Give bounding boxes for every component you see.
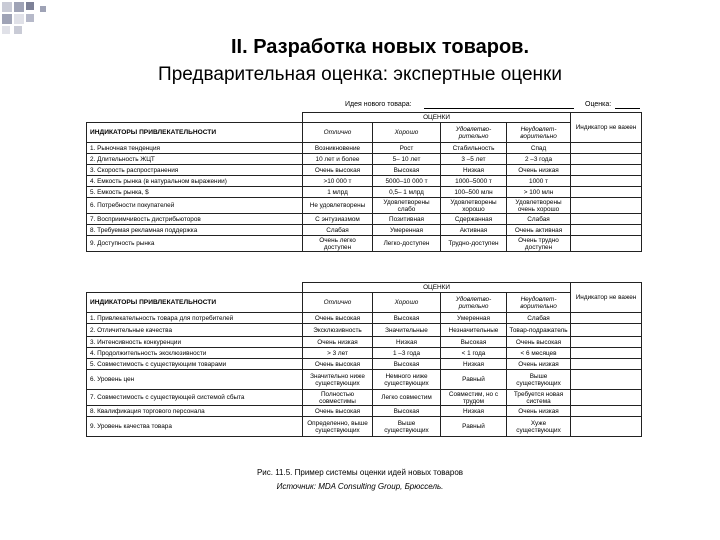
score-cell: 1 –3 года: [373, 348, 441, 359]
figure-caption: Рис. 11.5. Пример системы оценки идей новых товаров: [256, 468, 464, 477]
score-cell: 5000–10 000 т: [373, 176, 441, 187]
indicator-label: 9. Уровень качества товара: [87, 417, 303, 437]
table-row: [87, 337, 642, 348]
not-important-cell: [571, 359, 642, 370]
not-important-cell: [571, 214, 642, 225]
score-cell: Слабая: [507, 313, 571, 324]
table-row: [87, 313, 642, 324]
not-important-cell: [571, 390, 642, 406]
table-row: [87, 176, 642, 187]
score-cell: Равный: [441, 417, 507, 437]
score-cell: Позитивная: [373, 214, 441, 225]
table-row: [87, 324, 642, 337]
col-good: Хорошо: [373, 293, 441, 313]
score-cell: Очень высокая: [303, 406, 373, 417]
score-cell: 10 лет и более: [303, 154, 373, 165]
not-important-cell: [571, 337, 642, 348]
indicator-label: 2. Длительность ЖЦТ: [87, 154, 303, 165]
table-row: [87, 154, 642, 165]
indicator-label: 9. Доступность рынка: [87, 236, 303, 252]
not-important-cell: [571, 154, 642, 165]
score-cell: Определенно, выше существующих: [303, 417, 373, 437]
indicator-label: 5. Емкость рынка, $: [87, 187, 303, 198]
score-cell: Очень низкая: [507, 359, 571, 370]
indicator-label: 8. Требуемая рекламная поддержка: [87, 225, 303, 236]
indicator-label: 7. Восприимчивость дистрибьюторов: [87, 214, 303, 225]
table-row: [87, 236, 642, 252]
table-row: [87, 348, 642, 359]
score-cell: 3 –5 лет: [441, 154, 507, 165]
not-important-cell: [571, 143, 642, 154]
score-cell: Низкая: [441, 406, 507, 417]
indicator-label: 1. Рыночная тенденция: [87, 143, 303, 154]
score-cell: Стабильность: [441, 143, 507, 154]
score-cell: Низкая: [373, 337, 441, 348]
score-cell: < 1 года: [441, 348, 507, 359]
table-row: [87, 165, 642, 176]
slide-subtitle: Предварительная оценка: экспертные оценки: [158, 64, 562, 85]
indicator-label: 7. Совместимость с существующей системой сбыта: [87, 390, 303, 406]
score-cell: Значительные: [373, 324, 441, 337]
score-cell: Очень низкая: [507, 406, 571, 417]
score-cell: Очень низкая: [303, 337, 373, 348]
scores-group-header: ОЦЕНКИ: [303, 283, 571, 293]
indicator-label: 8. Квалификация торгового персонала: [87, 406, 303, 417]
score-cell: Высокая: [373, 165, 441, 176]
table-row: [87, 417, 642, 437]
col-satisfactory: Удовлетво-рительно: [441, 123, 507, 143]
not-important-cell: [571, 370, 642, 390]
not-important-cell: [571, 165, 642, 176]
indicators-header: ИНДИКАТОРЫ ПРИВЛЕКАТЕЛЬНОСТИ: [87, 123, 303, 143]
score-cell: 1000 т: [507, 176, 571, 187]
score-cell: Выше существующих: [373, 417, 441, 437]
score-cell: Низкая: [441, 359, 507, 370]
indicators-header: ИНДИКАТОРЫ ПРИВЛЕКАТЕЛЬНОСТИ: [87, 293, 303, 313]
score-cell: С энтузиазмом: [303, 214, 373, 225]
score-cell: Слабая: [303, 225, 373, 236]
score-cell: < 6 месяцев: [507, 348, 571, 359]
score-cell: Легко-доступен: [373, 236, 441, 252]
score-cell: Высокая: [441, 337, 507, 348]
attractiveness-table-product: [86, 282, 642, 437]
score-cell: Очень трудно доступен: [507, 236, 571, 252]
scores-group-header: ОЦЕНКИ: [303, 113, 571, 123]
score-cell: Очень легко доступен: [303, 236, 373, 252]
col-satisfactory: Удовлетво-рительно: [441, 293, 507, 313]
score-cell: 5– 10 лет: [373, 154, 441, 165]
attractiveness-table-market: [86, 112, 642, 252]
not-important-cell: [571, 348, 642, 359]
score-label: Оценка:: [585, 101, 612, 108]
score-cell: Рост: [373, 143, 441, 154]
score-cell: Товар-подражатель: [507, 324, 571, 337]
score-cell: Не удовлетворены: [303, 198, 373, 214]
not-important-cell: [571, 417, 642, 437]
score-cell: Высокая: [373, 359, 441, 370]
score-cell: Возникновение: [303, 143, 373, 154]
table-row: [87, 370, 642, 390]
not-important-cell: [571, 313, 642, 324]
score-cell: Удовлетворены хорошо: [441, 198, 507, 214]
col-unsatisfactory: Неудовлет-ворительно: [507, 293, 571, 313]
col-unsatisfactory: Неудовлет-ворительно: [507, 123, 571, 143]
indicator-label: 3. Скорость распространения: [87, 165, 303, 176]
table-row: [87, 187, 642, 198]
score-cell: Хуже существующих: [507, 417, 571, 437]
score-cell: Сдержанная: [441, 214, 507, 225]
table-row: [87, 214, 642, 225]
score-cell: Эксклюзивность: [303, 324, 373, 337]
not-important-cell: [571, 225, 642, 236]
score-cell: 100–500 млн: [441, 187, 507, 198]
score-cell: 2 –3 года: [507, 154, 571, 165]
score-cell: >10 000 т: [303, 176, 373, 187]
table-row: [87, 143, 642, 154]
score-cell: Удовлетворены слабо: [373, 198, 441, 214]
score-underline: [615, 108, 640, 109]
table-row: [87, 390, 642, 406]
score-cell: Очень активная: [507, 225, 571, 236]
score-cell: Активная: [441, 225, 507, 236]
score-cell: Умеренная: [441, 313, 507, 324]
not-important-header: Индикатор не важен: [571, 283, 642, 313]
idea-underline: [424, 108, 574, 109]
decorative-squares: [0, 0, 60, 40]
indicator-label: 6. Потребности покупателей: [87, 198, 303, 214]
slide-title: II. Разработка новых товаров.: [230, 36, 530, 58]
score-cell: > 3 лет: [303, 348, 373, 359]
score-cell: Высокая: [373, 313, 441, 324]
indicator-label: 3. Интенсивность конкуренции: [87, 337, 303, 348]
score-cell: Немного ниже существующих: [373, 370, 441, 390]
col-excellent: Отлично: [303, 293, 373, 313]
not-important-cell: [571, 198, 642, 214]
indicator-label: 5. Совместимость с существующим товарами: [87, 359, 303, 370]
not-important-cell: [571, 187, 642, 198]
score-cell: 1 млрд: [303, 187, 373, 198]
col-excellent: Отлично: [303, 123, 373, 143]
score-cell: Очень низкая: [507, 165, 571, 176]
score-cell: Очень высокая: [507, 337, 571, 348]
indicator-label: 4. Продолжительность эксклюзивности: [87, 348, 303, 359]
col-good: Хорошо: [373, 123, 441, 143]
not-important-cell: [571, 176, 642, 187]
not-important-cell: [571, 406, 642, 417]
score-cell: Равный: [441, 370, 507, 390]
score-cell: Совместим, но с трудом: [441, 390, 507, 406]
not-important-cell: [571, 236, 642, 252]
score-cell: Требуется новая система: [507, 390, 571, 406]
score-cell: > 100 млн: [507, 187, 571, 198]
not-important-cell: [571, 324, 642, 337]
score-cell: 0,5– 1 млрд: [373, 187, 441, 198]
score-cell: Низкая: [441, 165, 507, 176]
score-cell: Высокая: [373, 406, 441, 417]
score-cell: Выше существующих: [507, 370, 571, 390]
score-cell: Удовлетворены очень хорошо: [507, 198, 571, 214]
score-cell: Спад: [507, 143, 571, 154]
indicator-label: 6. Уровень цен: [87, 370, 303, 390]
table-row: [87, 359, 642, 370]
score-cell: Слабая: [507, 214, 571, 225]
table-row: [87, 406, 642, 417]
score-cell: 1000–5000 т: [441, 176, 507, 187]
score-cell: Легко совместим: [373, 390, 441, 406]
indicator-label: 2. Отличительные качества: [87, 324, 303, 337]
figure-source: Источник: MDA Consulting Group, Брюссель.: [276, 482, 444, 491]
score-cell: Трудно-доступен: [441, 236, 507, 252]
score-cell: Очень высокая: [303, 165, 373, 176]
score-cell: Полностью совместимы: [303, 390, 373, 406]
table-row: [87, 198, 642, 214]
score-cell: Незначительные: [441, 324, 507, 337]
score-cell: Очень высокая: [303, 359, 373, 370]
idea-label: Идея нового товара:: [345, 101, 412, 108]
indicator-label: 1. Привлекательность товара для потребителей: [87, 313, 303, 324]
score-cell: Очень высокая: [303, 313, 373, 324]
score-cell: Умеренная: [373, 225, 441, 236]
indicator-label: 4. Емкость рынка (в натуральном выражении): [87, 176, 303, 187]
not-important-header: Индикатор не важен: [571, 113, 642, 143]
table-row: [87, 225, 642, 236]
score-cell: Значительно ниже существующих: [303, 370, 373, 390]
